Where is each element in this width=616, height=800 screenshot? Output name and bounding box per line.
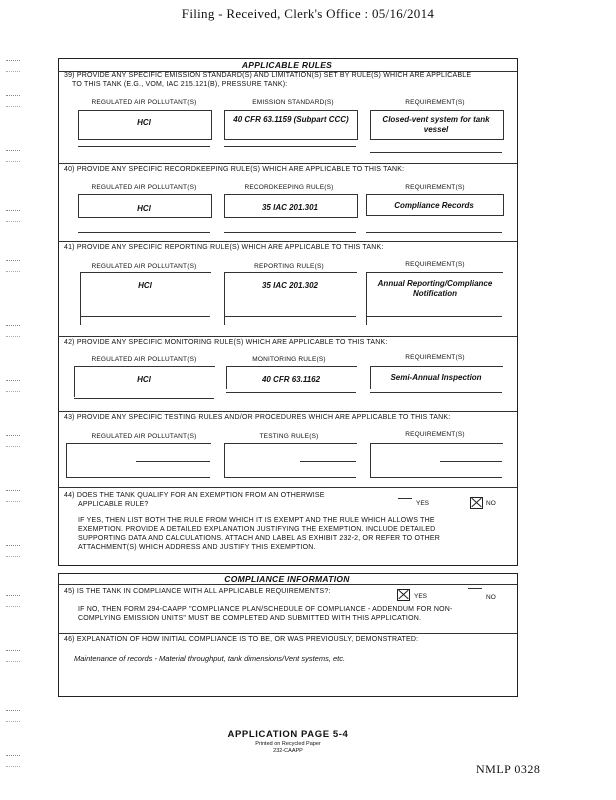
q42-text: 42) PROVIDE ANY SPECIFIC MONITORING RULE(S) WHICH ARE APPLICABLE TO THIS TANK: <box>64 339 388 346</box>
q39-col-requirement: REQUIREMENT(S) <box>405 99 465 106</box>
bates-number: NMLP 0328 <box>476 762 541 776</box>
q44-yes-label: YES <box>416 500 430 507</box>
q40-col-pollutant: REGULATED AIR POLLUTANT(S) <box>91 184 197 191</box>
q42-rule-value: 40 CFR 63.1162 <box>261 375 321 384</box>
q41-text: 41) PROVIDE ANY SPECIFIC REPORTING RULE(S) WHICH ARE APPLICABLE TO THIS TANK: <box>64 244 384 251</box>
q39-pollutant-value: HCl <box>137 118 151 127</box>
q46-text: 46) EXPLANATION OF HOW INITIAL COMPLIANCE IS TO BE, OR WAS PREVIOUSLY, DEMONSTRATED: <box>64 636 419 643</box>
q40-col-requirement: REQUIREMENT(S) <box>405 184 465 191</box>
q44-detail-1: IF YES, THEN LIST BOTH THE RULE FROM WHICH IT IS EXEMPT AND THE RULE WHICH ALLOWS THE <box>78 517 435 524</box>
q40-requirement-value: Compliance Records <box>394 201 474 210</box>
q41-rule-value: 35 IAC 201.302 <box>261 281 319 290</box>
q43-text: 43) PROVIDE ANY SPECIFIC TESTING RULES AND/OR PROCEDURES WHICH ARE APPLICABLE TO THIS TANK: <box>64 414 451 421</box>
compliance-information-title: COMPLIANCE INFORMATION <box>224 574 350 584</box>
q44-detail-2: EXEMPTION. PROVIDE A DETAILED EXPLANATION JUSTIFYING THE EXEMPTION. INCLUDE DETAILED <box>78 526 436 533</box>
q41-col-requirement: REQUIREMENT(S) <box>405 261 465 268</box>
q41-col-rule: REPORTING RULE(S) <box>254 263 324 270</box>
q45-yes-label: YES <box>414 593 428 600</box>
q40-col-rule: RECORDKEEPING RULE(S) <box>244 184 334 191</box>
q44-detail-3: SUPPORTING DATA AND CALCULATIONS. ATTACH AND LABEL AS EXHIBIT 232-2, OR REFER TO OTHER <box>78 535 440 542</box>
application-page-title: APPLICATION PAGE 5-4 <box>227 729 349 740</box>
q43-col-pollutant: REGULATED AIR POLLUTANT(S) <box>91 433 197 440</box>
q41-pollutant-value: HCl <box>138 281 152 290</box>
q42-col-pollutant: REGULATED AIR POLLUTANT(S) <box>91 356 197 363</box>
q44-detail-4: ATTACHMENT(S) WHICH ADDRESS AND JUSTIFY THIS EXEMPTION. <box>78 544 316 551</box>
filing-stamp: Filing - Received, Clerk's Office : 05/16/2014 <box>181 6 435 21</box>
q42-col-requirement: REQUIREMENT(S) <box>405 354 465 361</box>
q44-text-line1: 44) DOES THE TANK QUALIFY FOR AN EXEMPTION FROM AN OTHERWISE <box>64 492 325 499</box>
q39-col-pollutant: REGULATED AIR POLLUTANT(S) <box>91 99 197 106</box>
q40-text: 40) PROVIDE ANY SPECIFIC RECORDKEEPING RULE(S) WHICH ARE APPLICABLE TO THIS TANK: <box>64 166 405 173</box>
margin-scan-marks <box>4 50 24 780</box>
q42-pollutant-value: HCl <box>137 375 151 384</box>
form-identifier: 232-CAAPP <box>273 748 303 754</box>
q39-text-line2: TO THIS TANK (E.G., VOM, IAC 215.121(B), PRESSURE TANK): <box>72 81 288 88</box>
q44-no-label: NO <box>486 500 496 507</box>
q43-col-requirement: REQUIREMENT(S) <box>405 431 465 438</box>
q42-requirement-value: Semi-Annual Inspection <box>390 373 482 382</box>
q45-detail-1: IF NO, THEN FORM 294-CAAPP "COMPLIANCE PLAN/SCHEDULE OF COMPLIANCE - ADDENDUM FOR NON- <box>78 606 453 613</box>
q41-pollutant-cell[interactable] <box>80 272 211 325</box>
q40-pollutant-value: HCl <box>137 204 151 213</box>
q43-col-rule: TESTING RULE(S) <box>259 433 319 440</box>
q44-text-line2: APPLICABLE RULE? <box>78 501 149 508</box>
q45-yes-checkbox[interactable] <box>397 589 410 601</box>
q46-answer[interactable]: Maintenance of records - Material throughput, tank dimensions/Vent systems, etc. <box>74 654 346 663</box>
q45-detail-2: COMPLYING EMISSION UNITS" MUST BE COMPLETED AND SUBMITTED WITH THIS APPLICATION. <box>78 615 422 622</box>
q41-requirement-value: Annual Reporting/Compliance Notification <box>377 279 493 298</box>
q41-rule-cell[interactable] <box>224 272 357 325</box>
applicable-rules-title: APPLICABLE RULES <box>241 60 333 70</box>
q39-standard-value: 40 CFR 63.1159 (Subpart CCC) <box>233 115 349 124</box>
q41-col-pollutant: REGULATED AIR POLLUTANT(S) <box>91 263 197 270</box>
q45-text: 45) IS THE TANK IN COMPLIANCE WITH ALL APPLICABLE REQUIREMENTS?: <box>64 588 331 595</box>
q44-no-checkbox[interactable] <box>470 497 483 509</box>
q45-no-label: NO <box>486 594 496 601</box>
q40-rule-value: 35 IAC 201.301 <box>261 203 319 212</box>
q39-requirement-value: Closed-vent system for tank vessel <box>382 115 490 134</box>
q42-col-rule: MONITORING RULE(S) <box>252 356 326 363</box>
printed-recycled-note: Printed on Recycled Paper <box>255 741 321 747</box>
q39-col-standard: EMISSION STANDARD(S) <box>252 99 334 106</box>
q39-text-line1: 39) PROVIDE ANY SPECIFIC EMISSION STANDARD(S) AND LIMITATION(S) SET BY RULE(S) WHICH ARE APPLICABLE <box>64 72 472 79</box>
